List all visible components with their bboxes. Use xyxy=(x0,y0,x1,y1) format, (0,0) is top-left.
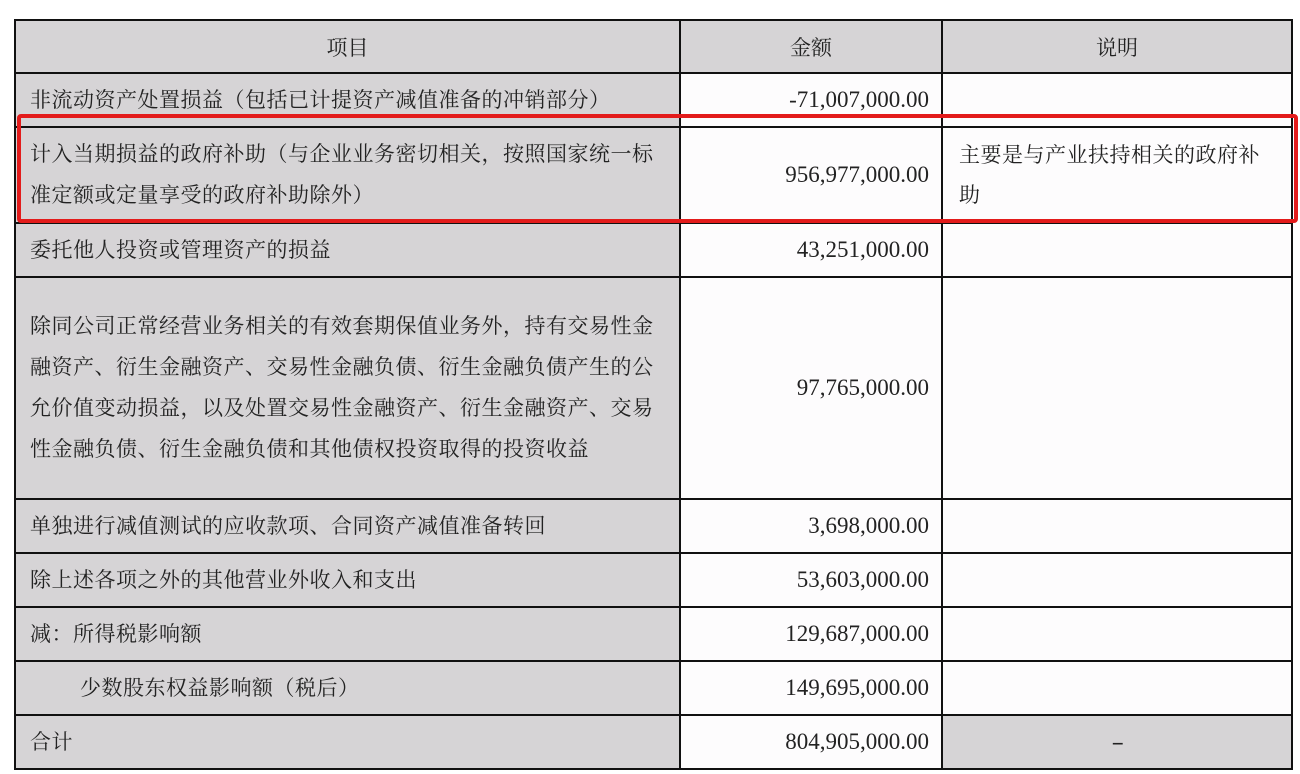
row-note xyxy=(942,277,1292,499)
row-amount: 53,603,000.00 xyxy=(680,553,942,607)
row-amount: 3,698,000.00 xyxy=(680,499,942,553)
header-item: 项目 xyxy=(15,20,680,73)
row-note xyxy=(942,223,1292,277)
row-note xyxy=(942,661,1292,715)
row-note xyxy=(942,499,1292,553)
header-amount: 金额 xyxy=(680,20,942,73)
row-note xyxy=(942,607,1292,661)
header-note: 说明 xyxy=(942,20,1292,73)
row-amount: 43,251,000.00 xyxy=(680,223,942,277)
row-note: 主要是与产业扶持相关的政府补助 xyxy=(942,127,1292,223)
table-row xyxy=(15,607,1292,661)
row-amount: 956,977,000.00 xyxy=(680,127,942,223)
row-amount: 97,765,000.00 xyxy=(680,277,942,499)
table-row xyxy=(15,73,1292,127)
row-item: 非流动资产处置损益（包括已计提资产减值准备的冲销部分） xyxy=(15,73,680,127)
row-item: 委托他人投资或管理资产的损益 xyxy=(15,223,680,277)
table-row xyxy=(15,277,1292,499)
row-amount: 149,695,000.00 xyxy=(680,661,942,715)
row-item: 少数股东权益影响额（税后） xyxy=(15,661,680,715)
row-item: 合计 xyxy=(15,715,680,769)
row-amount: 804,905,000.00 xyxy=(680,715,942,769)
table-row xyxy=(15,661,1292,715)
row-item: 计入当期损益的政府补助（与企业业务密切相关，按照国家统一标准定额或定量享受的政府补助除外） xyxy=(15,127,680,223)
table-row xyxy=(15,553,1292,607)
table-row xyxy=(15,223,1292,277)
table-row-total xyxy=(15,715,1292,769)
row-amount: 129,687,000.00 xyxy=(680,607,942,661)
row-note xyxy=(942,553,1292,607)
table-row xyxy=(15,499,1292,553)
row-item: 除同公司正常经营业务相关的有效套期保值业务外，持有交易性金融资产、衍生金融资产、交易性金融负债、衍生金融负债产生的公允价值变动损益，以及处置交易性金融资产、衍生金融资产、交易性金融负债、衍生金融负债和其他债权投资取得的投资收益 xyxy=(15,277,680,499)
table-header-row xyxy=(15,20,1292,73)
table-row-highlighted xyxy=(15,127,1292,223)
row-note xyxy=(942,73,1292,127)
row-note: – xyxy=(942,715,1292,769)
non-recurring-gains-table xyxy=(14,19,1293,770)
row-item: 除上述各项之外的其他营业外收入和支出 xyxy=(15,553,680,607)
row-amount: -71,007,000.00 xyxy=(680,73,942,127)
row-item: 减：所得税影响额 xyxy=(15,607,680,661)
row-item: 单独进行减值测试的应收款项、合同资产减值准备转回 xyxy=(15,499,680,553)
